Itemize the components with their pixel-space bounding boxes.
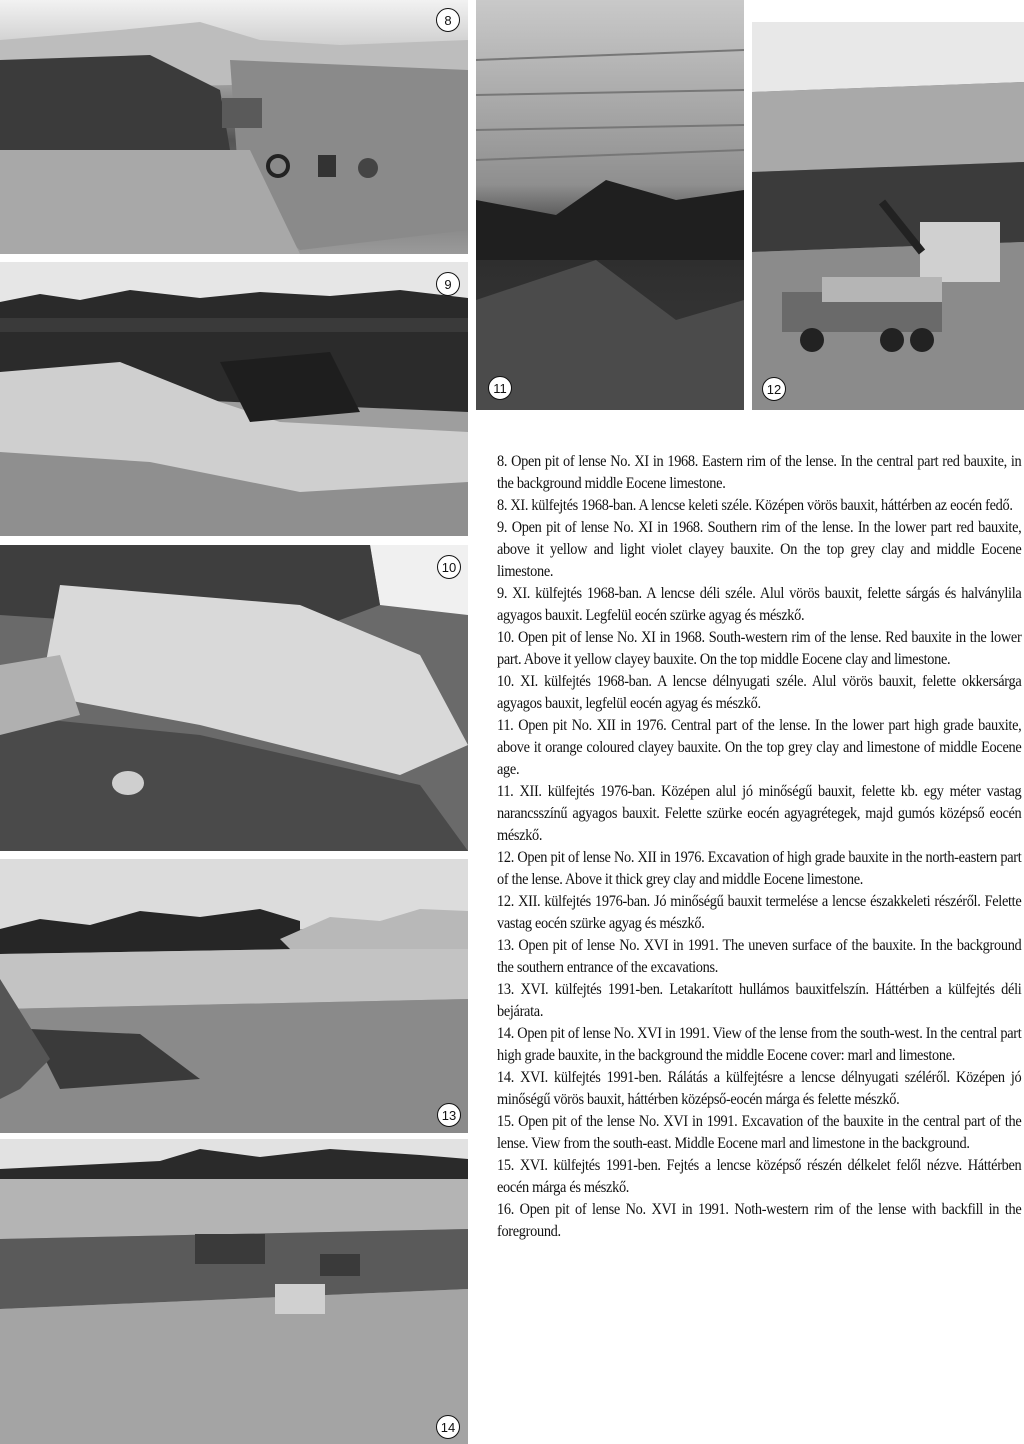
photo-10-label: 10 <box>437 555 461 579</box>
photo-14-label: 14 <box>436 1415 460 1439</box>
photo-12 <box>752 22 1024 410</box>
photo-13-label: 13 <box>437 1103 461 1127</box>
photo-12-label: 12 <box>762 377 786 401</box>
photo-9-label: 9 <box>436 272 460 296</box>
caption-14-en: 14. Open pit of lense No. XVI in 1991. View of the lense from the south-west. In the central part high grade bauxite, in the background the middle Eocene cover: marl and limestone. <box>497 1025 1022 1064</box>
caption-11-en: 11. Open pit No. XII in 1976. Central part of the lense. In the lower part high grade bauxite, above it orange coloured clayey bauxite. On the top grey clay and limestone of middle Eocene age. <box>497 717 1022 778</box>
photo-10-image <box>0 545 468 851</box>
photo-8 <box>0 0 468 254</box>
caption-15-en: 15. Open pit of the lense No. XVI in 1991. Excavation of the bauxite in the central part of the lense. View from the south-east. Middle Eocene marl and limestone in the background. <box>497 1113 1022 1152</box>
photo-14-image <box>0 1139 468 1444</box>
caption-14-hu: 14. XVI. külfejtés 1991-ben. Rálátás a külfejtésre a lencse délnyugati széléről. Középen jó minőségű vörös bauxit, háttérben középső-eocén márga és felette mészkő. <box>497 1069 1022 1108</box>
photo-12-image <box>752 22 1024 410</box>
caption-10-hu: 10. XI. külfejtés 1968-ban. A lencse délnyugati széle. Alul vörös bauxit, felette okkersárga agyagos bauxit, legfelül eocén agyag és mészkő. <box>497 673 1022 712</box>
photo-8-label: 8 <box>436 8 460 32</box>
caption-11-hu: 11. XII. külfejtés 1976-ban. Középen alul jó minőségű bauxit, felette kb. egy méter vastag narancsszínű agyagos bauxit. Felette szürke eocén agyagrétegek, majd gumós középső eocén mészkő. <box>497 783 1022 844</box>
photo-11-image <box>476 0 744 410</box>
caption-12-en: 12. Open pit of lense No. XII in 1976. Excavation of high grade bauxite in the north-eastern part of the lense. Above it thick grey clay and middle Eocene limestone. <box>497 849 1022 888</box>
photo-13 <box>0 859 468 1133</box>
caption-13-hu: 13. XVI. külfejtés 1991-ben. Letakarított hullámos bauxitfelszín. Háttérben a külfejtés déli bejárata. <box>497 981 1022 1020</box>
caption-9-hu: 9. XI. külfejtés 1968-ban. A lencse déli széle. Alul vörös bauxit, felette sárgás és halványlila agyagos bauxit. Legfelül eocén szürke agyag és mészkő. <box>497 585 1022 624</box>
photo-8-image <box>0 0 468 254</box>
caption-12-hu: 12. XII. külfejtés 1976-ban. Jó minőségű bauxit termelése a lencse északkeleti részéről. Felette vastag eocén szürke agyag és mészkő. <box>497 893 1022 932</box>
caption-10-en: 10. Open pit of lense No. XI in 1968. South-western rim of the lense. Red bauxite in the lower part. Above it yellow clayey bauxite. On the top middle Eocene clay and limestone. <box>497 629 1022 668</box>
photo-13-image <box>0 859 468 1133</box>
photo-11-label: 11 <box>488 376 512 400</box>
caption-text-block <box>497 451 1021 1243</box>
photo-11 <box>476 0 744 410</box>
caption-8-hu: 8. XI. külfejtés 1968-ban. A lencse keleti széle. Középen vörös bauxit, háttérben az eocén fedő. <box>497 497 1013 514</box>
caption-13-en: 13. Open pit of lense No. XVI in 1991. The uneven surface of the bauxite. In the background the southern entrance of the excavations. <box>497 937 1022 976</box>
photo-9-image <box>0 262 468 536</box>
photo-10 <box>0 545 468 851</box>
caption-8-en: 8. Open pit of lense No. XI in 1968. Eastern rim of the lense. In the central part red bauxite, in the background middle Eocene limestone. <box>497 453 1022 492</box>
caption-16-en: 16. Open pit of lense No. XVI in 1991. Noth-western rim of the lense with backfill in the foreground. <box>497 1201 1022 1240</box>
photo-9 <box>0 262 468 536</box>
caption-9-en: 9. Open pit of lense No. XI in 1968. Southern rim of the lense. In the lower part red bauxite, above it yellow and light violet clayey bauxite. On the top grey clay and middle Eocene limestone. <box>497 519 1022 580</box>
caption-15-hu: 15. XVI. külfejtés 1991-ben. Fejtés a lencse középső részén délkelet felől nézve. Háttérben eocén márga és mészkő. <box>497 1157 1022 1196</box>
photo-14 <box>0 1139 468 1444</box>
